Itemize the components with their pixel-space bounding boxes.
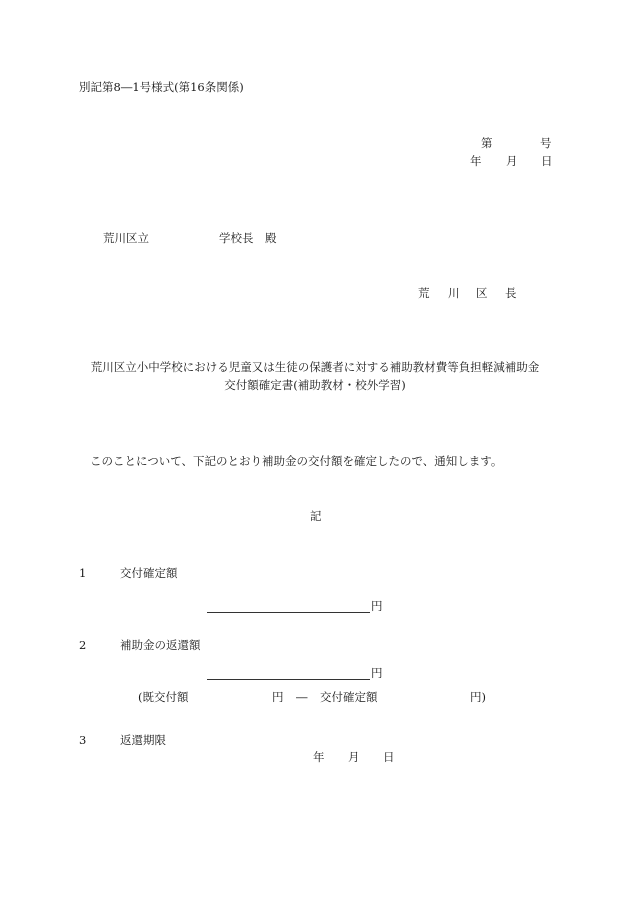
item-3-label: 返還期限 bbox=[120, 733, 166, 747]
sender-char: 荒 bbox=[418, 286, 430, 300]
addressee-prefix: 荒川区立 bbox=[103, 231, 149, 245]
calc-already-granted-label: (既交付額 bbox=[138, 690, 189, 704]
item-1-amount-field[interactable] bbox=[207, 612, 370, 613]
calc-already-granted-unit: 円 bbox=[272, 690, 284, 704]
calc-confirmed-label: 交付確定額 bbox=[320, 690, 378, 704]
body-text: このことについて、下記のとおり補助金の交付額を確定したので、通知します。 bbox=[90, 454, 503, 468]
item-2-number: 2 bbox=[79, 638, 87, 652]
item-2-amount-field[interactable] bbox=[207, 679, 370, 680]
issue-date-year: 年 bbox=[470, 154, 482, 168]
item-3-number: 3 bbox=[79, 733, 87, 747]
calc-confirmed-unit: 円) bbox=[470, 690, 486, 704]
due-date-day: 日 bbox=[383, 750, 395, 764]
item-1-unit: 円 bbox=[371, 599, 383, 613]
item-2-unit: 円 bbox=[371, 666, 383, 680]
item-1-label: 交付確定額 bbox=[120, 566, 178, 580]
due-date-year: 年 bbox=[313, 750, 325, 764]
issue-date-month: 月 bbox=[506, 154, 518, 168]
sender-char: 区 bbox=[476, 286, 488, 300]
issue-date-day: 日 bbox=[541, 154, 553, 168]
sender-char: 長 bbox=[505, 286, 517, 300]
document-title-line-1: 荒川区立小中学校における児童又は生徒の保護者に対する補助教材費等負担軽減補助金 bbox=[90, 360, 540, 374]
doc-number-prefix: 第 bbox=[481, 136, 493, 150]
addressee-suffix: 学校長 殿 bbox=[219, 231, 277, 245]
ki-heading: 記 bbox=[310, 509, 322, 523]
item-2-label: 補助金の返還額 bbox=[120, 638, 201, 652]
doc-number-suffix: 号 bbox=[540, 136, 552, 150]
form-number: 別記第8―1号様式(第16条関係) bbox=[79, 80, 244, 94]
calc-minus-sign: ― bbox=[296, 690, 308, 704]
document-title-line-2: 交付額確定書(補助教材・校外学習) bbox=[224, 378, 406, 392]
sender-char: 川 bbox=[448, 286, 460, 300]
item-1-number: 1 bbox=[79, 566, 87, 580]
due-date-month: 月 bbox=[348, 750, 360, 764]
